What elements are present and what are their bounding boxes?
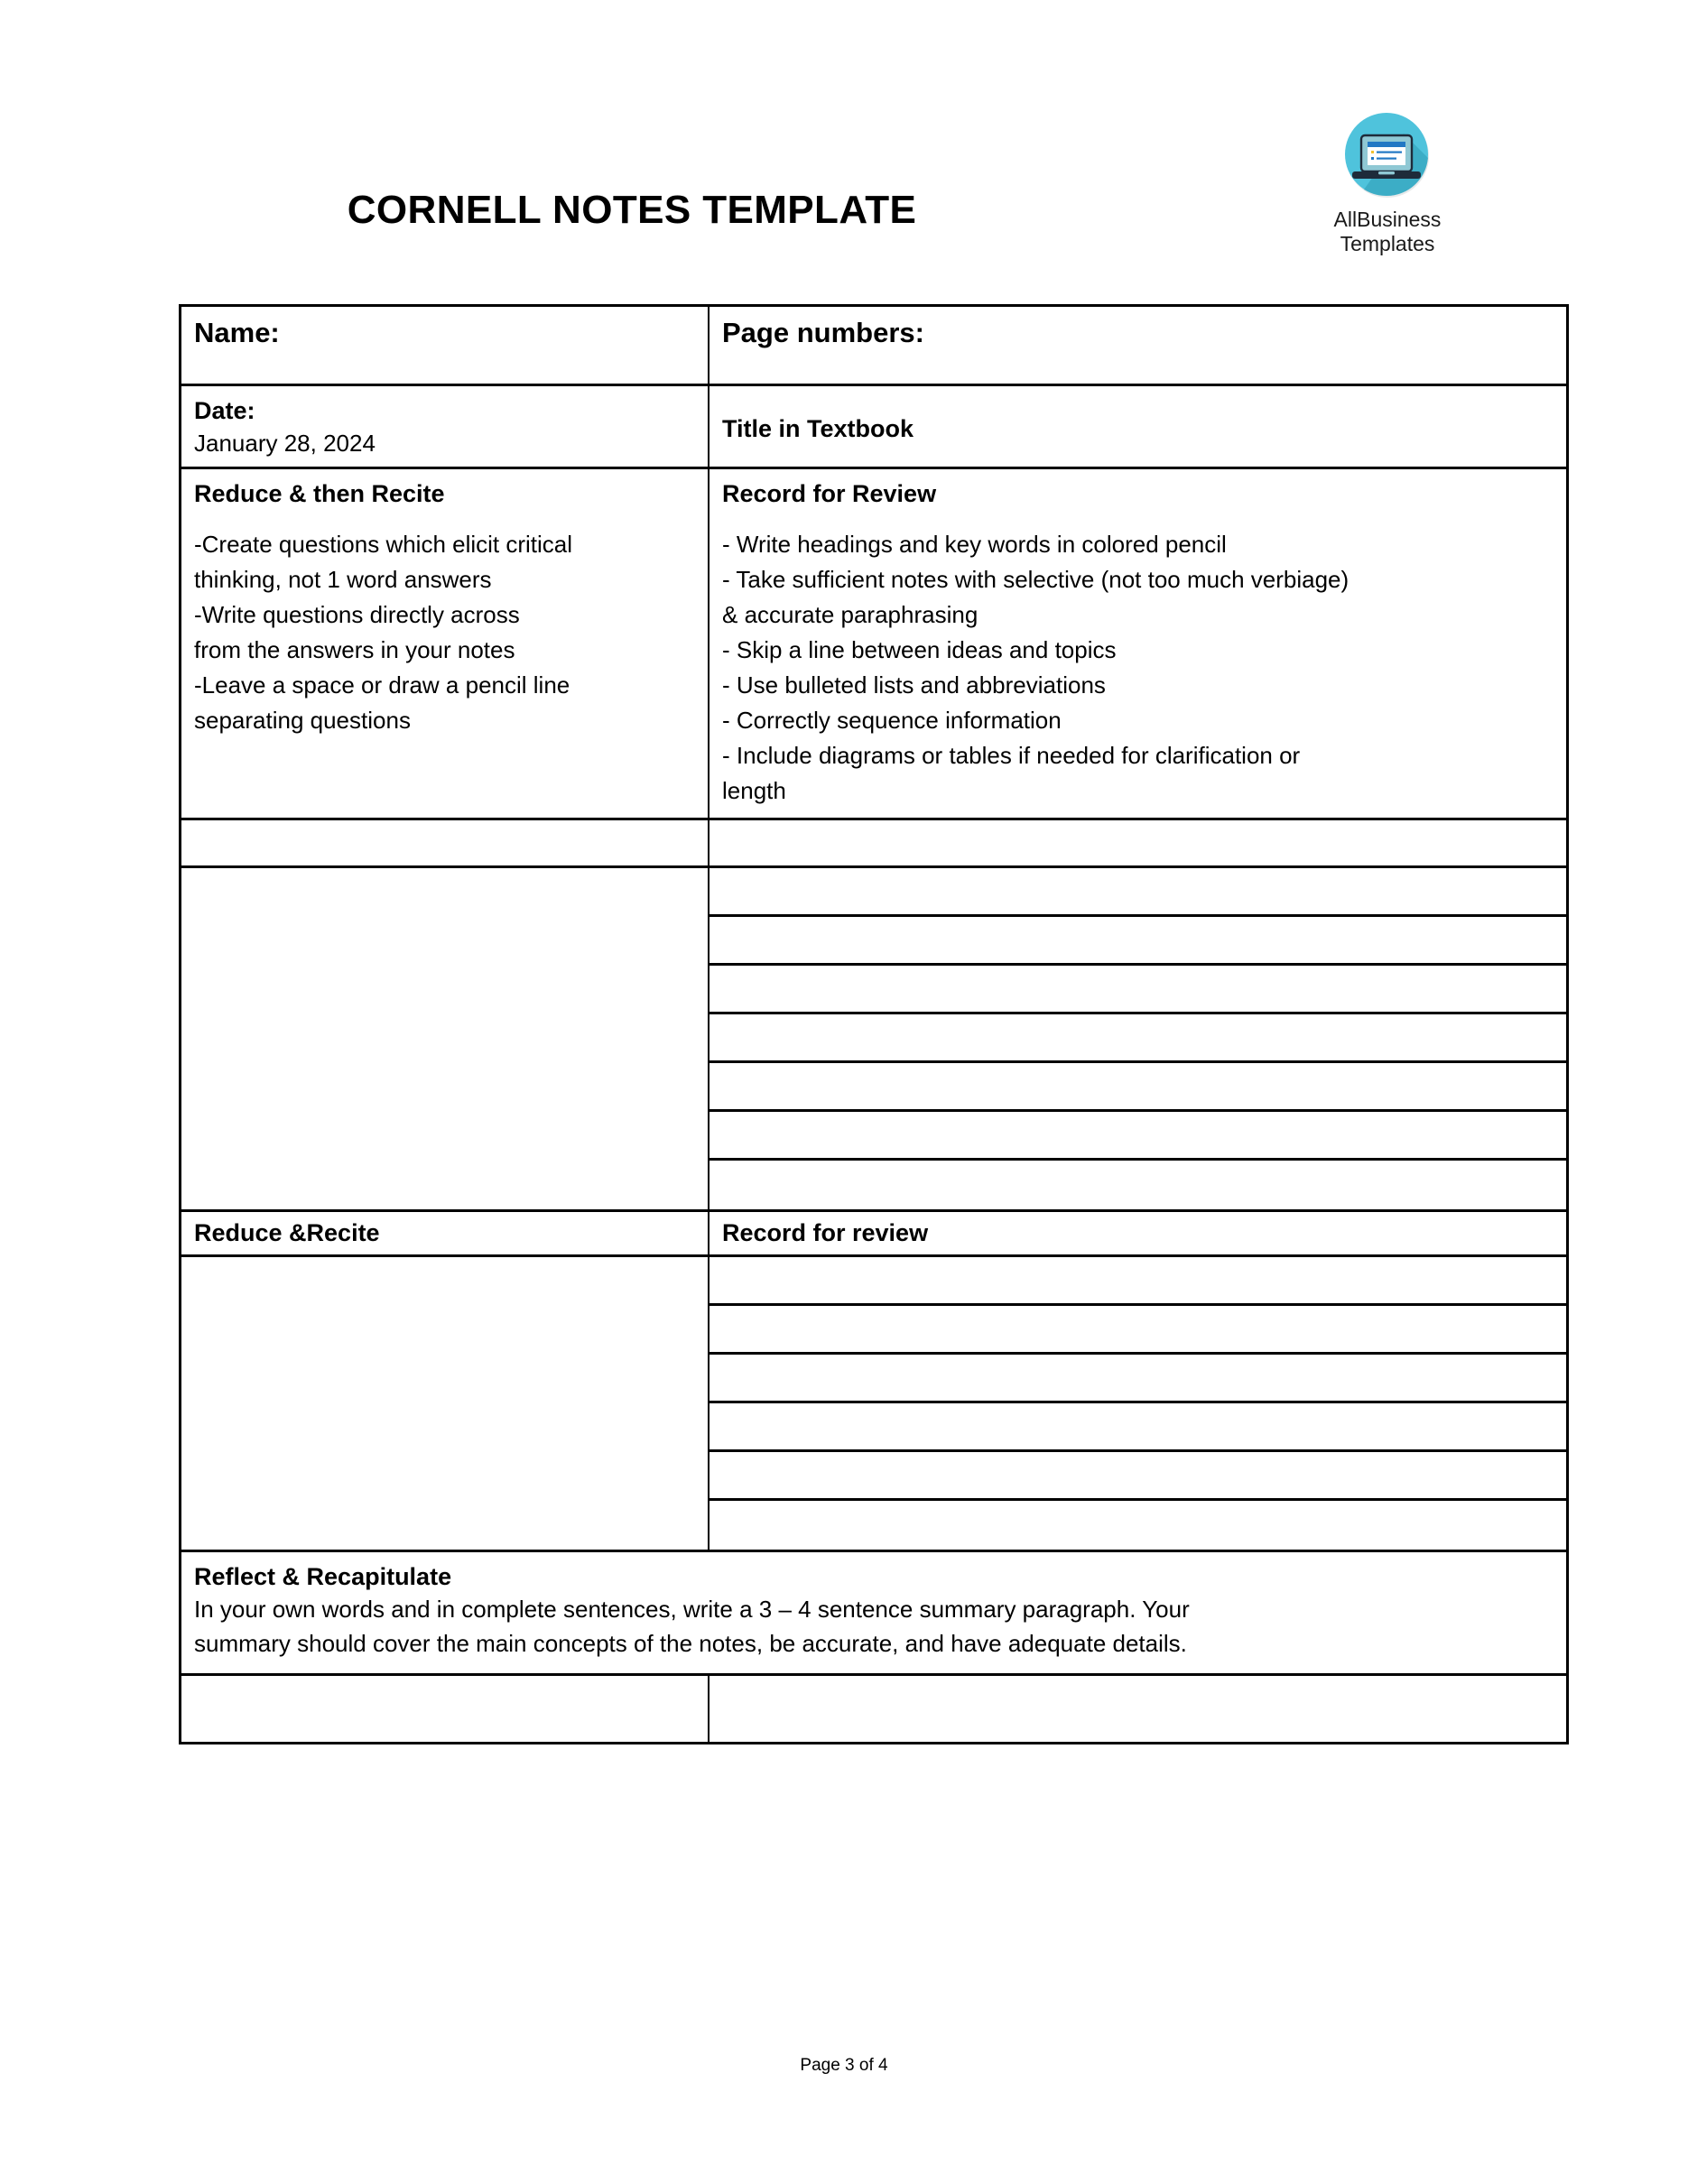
ruled-line[interactable] [710, 1501, 1566, 1550]
record-line-6: - Correctly sequence information [722, 707, 1062, 734]
ruled-line[interactable] [710, 1014, 1566, 1063]
spacer [194, 509, 695, 527]
cell-separator-right[interactable] [710, 820, 1566, 865]
cell-blank-left[interactable] [181, 1676, 710, 1742]
ruled-line[interactable] [710, 1257, 1566, 1306]
record-line-7: - Include diagrams or tables if needed for clarification or [722, 742, 1301, 769]
title-in-textbook-label: Title in Textbook [722, 415, 914, 442]
reflect-line-1: In your own words and in complete sentences, write a 3 – 4 sentence summary paragraph. Your [194, 1596, 1190, 1623]
notes-block-1-lines-area[interactable] [710, 868, 1566, 1209]
notes-block-2 [181, 1257, 1566, 1552]
record-line-4: - Skip a line between ideas and topics [722, 636, 1117, 663]
notes-block-2-questions-area[interactable] [181, 1257, 710, 1550]
brand-name-line1: AllBusiness [1333, 208, 1442, 231]
record-line-3: & accurate paraphrasing [722, 601, 978, 628]
reduce-line-4: from the answers in your notes [194, 636, 515, 663]
notes-block-1-questions-area[interactable] [181, 868, 710, 1209]
cell-blank-right[interactable] [710, 1676, 1566, 1742]
ruled-line[interactable] [710, 868, 1566, 917]
record-for-review-label: Record for review [722, 1219, 929, 1246]
ruled-line[interactable] [710, 1403, 1566, 1452]
date-value: January 28, 2024 [194, 430, 376, 457]
cell-reduce-recite-header[interactable] [181, 1212, 710, 1254]
record-line-5: - Use bulleted lists and abbreviations [722, 671, 1106, 699]
table-row-separator-1 [181, 820, 1566, 868]
ruled-line[interactable] [710, 1306, 1566, 1355]
reflect-line-2: summary should cover the main concepts of the notes, be accurate, and have adequate details. [194, 1630, 1187, 1657]
cell-reflect-recapitulate[interactable] [181, 1552, 1566, 1673]
cell-reduce-recite-instructions[interactable] [181, 469, 710, 818]
notes-block-1 [181, 868, 1566, 1212]
page-header [0, 0, 1688, 304]
reduce-line-6: separating questions [194, 707, 411, 734]
laptop-circle-icon [1339, 106, 1436, 204]
cell-title-in-textbook[interactable] [710, 386, 1566, 467]
ruled-line[interactable] [710, 1355, 1566, 1403]
cell-date[interactable] [181, 386, 710, 467]
name-label: Name: [194, 317, 280, 348]
spacer [722, 509, 1554, 527]
notes-block-2-lines-area[interactable] [710, 1257, 1566, 1550]
record-line-8: length [722, 777, 786, 804]
cell-record-for-review-header[interactable] [710, 1212, 1566, 1254]
cell-name-label[interactable] [181, 307, 710, 384]
cell-page-numbers[interactable] [710, 307, 1566, 384]
table-row-instructions [181, 469, 1566, 820]
reduce-line-5: -Leave a space or draw a pencil line [194, 671, 570, 699]
table-row-date [181, 386, 1566, 469]
reduce-line-2: thinking, not 1 word answers [194, 566, 492, 593]
reduce-line-1: -Create questions which elicit critical [194, 531, 573, 558]
cell-separator-left[interactable] [181, 820, 710, 865]
table-row-name [181, 307, 1566, 386]
reduce-recite-label: Reduce &Recite [194, 1219, 380, 1246]
ruled-line[interactable] [710, 917, 1566, 966]
date-label: Date: [194, 397, 255, 424]
record-line-2: - Take sufficient notes with selective (not too much verbiage) [722, 566, 1349, 593]
ruled-line[interactable] [710, 1063, 1566, 1112]
record-for-review-heading: Record for Review [722, 480, 937, 507]
ruled-line[interactable] [710, 966, 1566, 1014]
brand-name-line2: Templates [1340, 232, 1435, 255]
reduce-recite-heading: Reduce & then Recite [194, 480, 445, 507]
page-footer: Page 3 of 4 [800, 2056, 888, 2075]
ruled-line[interactable] [710, 1161, 1566, 1209]
table-row-reflect [181, 1552, 1566, 1676]
ruled-line[interactable] [710, 1112, 1566, 1161]
page-title: CORNELL NOTES TEMPLATE [347, 188, 917, 232]
page-numbers-label: Page numbers: [722, 317, 924, 348]
reduce-line-3: -Write questions directly across [194, 601, 520, 628]
cell-record-for-review-instructions[interactable] [710, 469, 1566, 818]
record-line-1: - Write headings and key words in colored pencil [722, 531, 1227, 558]
table-row-reduce-recite-header [181, 1212, 1566, 1257]
brand-logo-block [1293, 106, 1482, 256]
table-row-blank-final [181, 1676, 1566, 1744]
cornell-notes-table [179, 304, 1569, 1744]
reflect-heading: Reflect & Recapitulate [194, 1563, 452, 1590]
ruled-line[interactable] [710, 1452, 1566, 1501]
